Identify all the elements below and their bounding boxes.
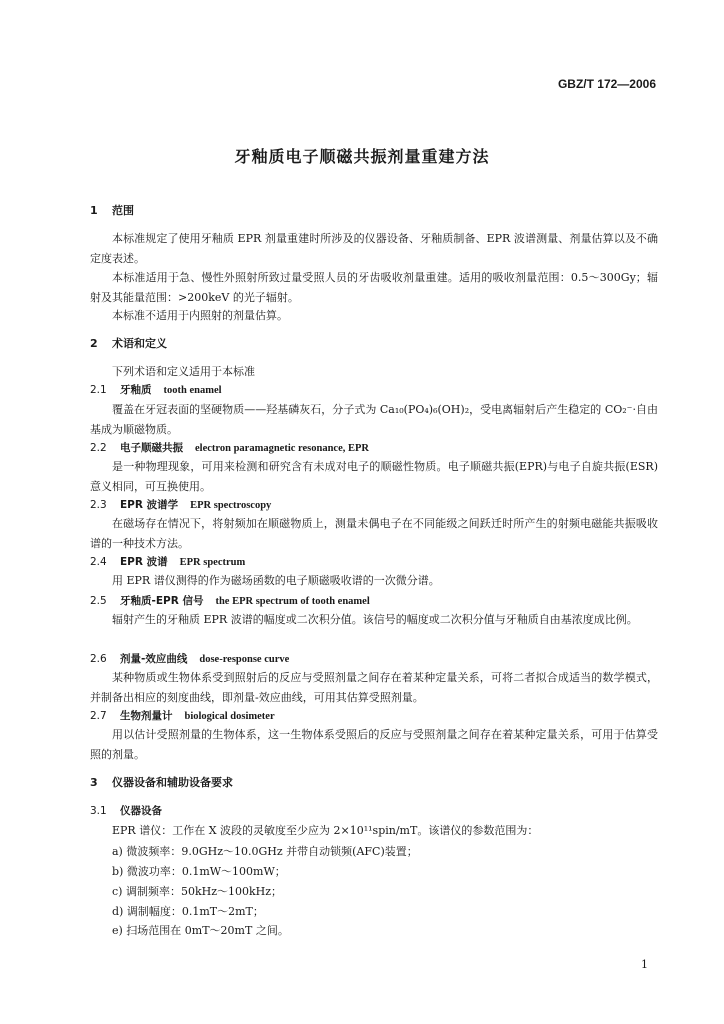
term-en: electron paramagnetic resonance, EPR	[195, 443, 369, 454]
term-en: the EPR spectrum of tooth enamel	[215, 596, 370, 607]
list-item: c) 调制频率：50kHz～100kHz；	[112, 885, 283, 898]
term-definition: 在磁场存在情况下，将射频加在顺磁物质上，测量未偶电子在不同能级之间跃迁时所产生的射频电磁能共振吸收谱的一种技术方法。	[90, 517, 658, 550]
section-number: 1	[90, 204, 98, 217]
term-zh: 牙釉质-EPR 信号	[120, 595, 204, 607]
term-heading	[90, 591, 658, 612]
section-1-heading	[90, 201, 658, 221]
section-title: 仪器设备和辅助设备要求	[112, 776, 233, 789]
term-definition: 用以估计受照剂量的生物体系，这一生物体系受照后的反应与受照剂量之间存在着某种定量关系，可用于估算受照的剂量。	[90, 728, 658, 761]
term-definition: 是一种物理现象，可用来检测和研究含有未成对电子的顺磁性物质。电子顺磁共振(EPR)与电子自旋共振(ESR)意义相同，可互换使用。	[90, 460, 658, 493]
term-zh: EPR 波谱学	[120, 499, 179, 511]
list-item: b) 微波功率：0.1mW～100mW；	[112, 865, 286, 878]
subsection-number: 3.1	[90, 805, 107, 817]
section-title: 范围	[112, 204, 134, 217]
term-number: 2.2	[90, 442, 107, 454]
term-en: biological dosimeter	[184, 711, 275, 722]
subsection-heading	[90, 801, 658, 821]
term-zh: 剂量-效应曲线	[120, 653, 188, 665]
paragraph: 本标准规定了使用牙釉质 EPR 剂量重建时所涉及的仪器设备、牙釉质制备、EPR 波谱测量、剂量估算以及不确定度表述。	[90, 232, 658, 265]
term-zh: 电子顺磁共振	[120, 442, 183, 454]
section-intro: 下列术语和定义适用于本标准	[112, 365, 255, 378]
section-number: 2	[90, 337, 98, 350]
term-en: EPR spectroscopy	[190, 500, 272, 511]
list-item: a) 微波频率：9.0GHz～10.0GHz 并带自动锁频(AFC)装置；	[112, 845, 418, 858]
section-title: 术语和定义	[112, 337, 167, 350]
term-heading	[90, 380, 658, 401]
section-2-heading	[90, 334, 658, 354]
term-definition: 用 EPR 谱仪测得的作为磁场函数的电子顺磁吸收谱的一次微分谱。	[112, 574, 440, 587]
paragraph: 本标准不适用于内照射的剂量估算。	[112, 309, 288, 322]
list-item: d) 调制幅度：0.1mT～2mT；	[112, 905, 264, 918]
term-heading	[90, 495, 658, 516]
term-en: dose-response curve	[199, 654, 290, 665]
term-number: 2.3	[90, 499, 107, 511]
subsection-title: 仪器设备	[120, 805, 162, 817]
term-zh: 牙釉质	[120, 384, 152, 396]
term-zh: 生物剂量计	[120, 710, 173, 722]
standard-code: GBZ/T 172—2006	[557, 77, 656, 91]
subsection-intro: EPR 谱仪：工作在 X 波段的灵敏度至少应为 2×10¹¹spin/mT。该谱仪的参数范围为：	[112, 824, 539, 837]
term-en: tooth enamel	[163, 385, 222, 396]
term-heading	[90, 552, 658, 573]
term-number: 2.5	[90, 595, 107, 607]
section-number: 3	[90, 776, 98, 789]
term-heading	[90, 438, 658, 459]
term-definition: 某种物质或生物体系受到照射后的反应与受照剂量之间存在着某种定量关系，可将二者拟合成适当的数学模式，并制备出相应的刻度曲线，即剂量-效应曲线，可用其估算受照剂量。	[90, 671, 658, 704]
term-number: 2.6	[90, 653, 107, 665]
term-definition: 辐射产生的牙釉质 EPR 波谱的幅度或二次积分值。该信号的幅度或二次积分值与牙釉质自由基浓度成比例。	[112, 613, 638, 626]
term-heading	[90, 706, 658, 727]
term-en: EPR spectrum	[179, 557, 246, 568]
section-3-heading	[90, 773, 658, 793]
term-definition: 覆盖在牙冠表面的坚硬物质——羟基磷灰石，分子式为 Ca₁₀(PO₄)₆(OH)₂，受电离辐射后产生稳定的 CO₂⁻·自由基成为顺磁物质。	[90, 403, 658, 436]
term-number: 2.1	[90, 384, 107, 396]
list-item: e) 扫场范围在 0mT～20mT 之间。	[112, 924, 289, 937]
term-heading	[90, 649, 658, 670]
document-title: 牙釉质电子顺磁共振剂量重建方法	[234, 147, 490, 166]
term-number: 2.7	[90, 710, 107, 722]
paragraph: 本标准适用于急、慢性外照射所致过量受照人员的牙齿吸收剂量重建。适用的吸收剂量范围：0.5～300Gy；辐射及其能量范围：>200keV 的光子辐射。	[90, 271, 658, 304]
page-number: 1	[641, 958, 648, 971]
term-zh: EPR 波谱	[120, 556, 168, 568]
term-number: 2.4	[90, 556, 107, 568]
